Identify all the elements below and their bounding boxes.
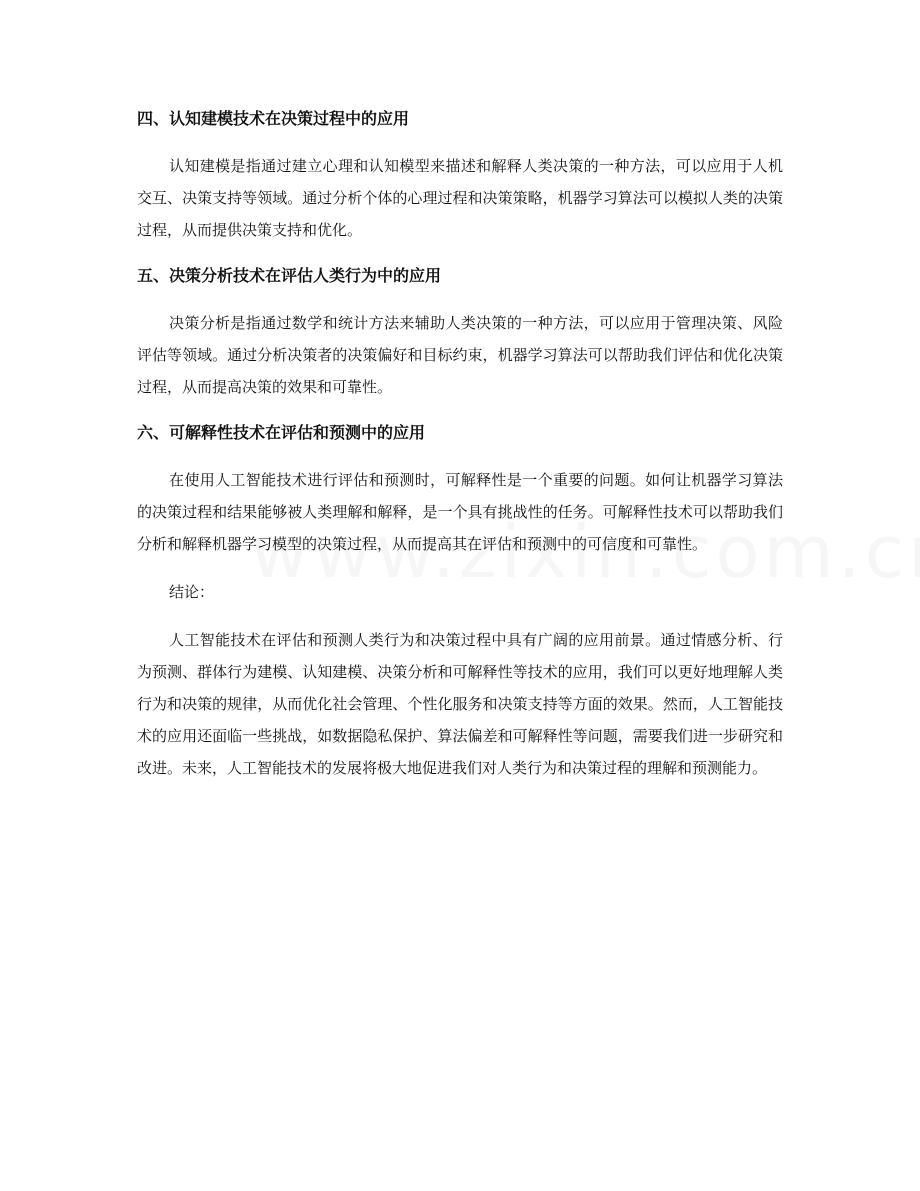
- section-paragraph: 在使用人工智能技术进行评估和预测时，可解释性是一个重要的问题。如何让机器学习算法的决策过程和结果能够被人类理解和解释，是一个具有挑战性的任务。可解释性技术可以帮助我们分析和解释机器学习模型的决策过程，从而提高其在评估和预测中的可信度和可靠性。: [137, 471, 783, 553]
- conclusion-section: [137, 576, 783, 784]
- document-page: [137, 105, 783, 800]
- section-heading: 六、可解释性技术在评估和预测中的应用: [137, 423, 426, 442]
- section-4: [137, 105, 783, 246]
- section-6: [137, 419, 783, 560]
- conclusion-paragraph: 人工智能技术在评估和预测人类行为和决策过程中具有广阔的应用前景。通过情感分析、行为预测、群体行为建模、认知建模、决策分析和可解释性等技术的应用，我们可以更好地理解人类行为和决策的规律，从而优化社会管理、个性化服务和决策支持等方面的效果。然而，人工智能技术的应用还面临一些挑战，如数据隐私保护、算法偏差和可解释性等问题，需要我们进一步研究和改进。未来，人工智能技术的发展将极大地促进我们对人类行为和决策过程的理解和预测能力。: [137, 631, 783, 777]
- section-heading: 四、认知建模技术在决策过程中的应用: [137, 109, 410, 128]
- section-paragraph: 决策分析是指通过数学和统计方法来辅助人类决策的一种方法，可以应用于管理决策、风险评估等领域。通过分析决策者的决策偏好和目标约束，机器学习算法可以帮助我们评估和优化决策过程，从而提高决策的效果和可靠性。: [137, 314, 783, 396]
- section-5: [137, 262, 783, 403]
- section-heading: 五、决策分析技术在评估人类行为中的应用: [137, 266, 442, 285]
- section-paragraph: 认知建模是指通过建立心理和认知模型来描述和解释人类决策的一种方法，可以应用于人机交互、决策支持等领域。通过分析个体的心理过程和决策策略，机器学习算法可以模拟人类的决策过程，从而提供决策支持和优化。: [137, 157, 783, 239]
- conclusion-label: 结论：: [169, 583, 215, 601]
